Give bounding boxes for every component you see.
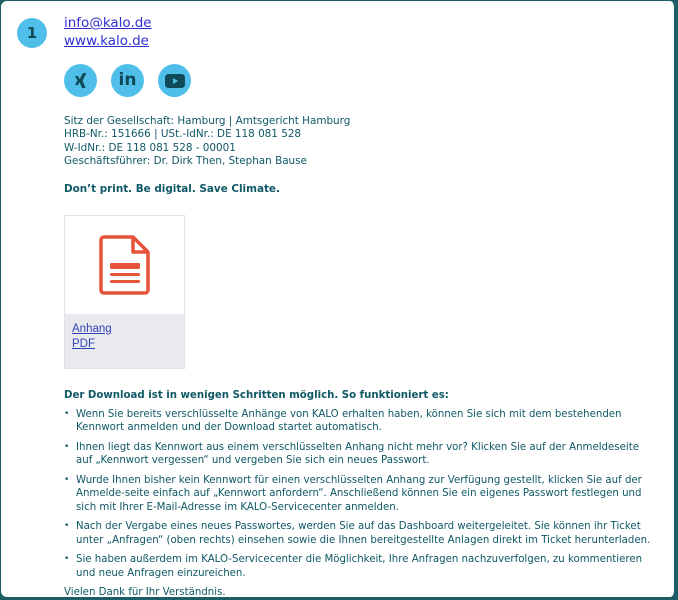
legal-line-widnr: W-IdNr.: DE 118 081 528 - 00001 <box>64 141 236 154</box>
signature-content <box>64 14 654 600</box>
attachment-type-link[interactable]: PDF <box>72 337 95 350</box>
legal-line-hrb: HRB-Nr.: 151666 | USt.-IdNr.: DE 118 081 528 <box>64 128 302 141</box>
list-item: • Ihnen liegt das Kennwort aus einem verschlüsselten Anhang nicht mehr vor? Klicken Sie auf der Anmeldeseite auf „Kennwort vergessen“ und vergeben Sie sich ein neues Passwort. <box>64 441 654 468</box>
attachment-footer <box>65 314 184 368</box>
closing-text: Vielen Dank für Ihr Verständnis. <box>64 587 226 599</box>
instructions-heading: Der Download ist in wenigen Schritten möglich. So funktioniert es: <box>64 390 449 402</box>
xing-icon <box>73 72 89 90</box>
climate-claim: Don’t print. Be digital. Save Climate. <box>64 183 280 196</box>
linkedin-button[interactable] <box>111 64 144 97</box>
legal-line-seat: Sitz der Gesellschaft: Hamburg | Amtsgericht Hamburg <box>64 115 351 127</box>
xing-button[interactable] <box>64 64 97 97</box>
legal-info <box>64 115 654 168</box>
step-badge: 1 <box>17 18 47 48</box>
attachment-card[interactable] <box>64 215 185 369</box>
attachment-preview <box>65 216 184 314</box>
attachment-name-link[interactable]: Anhang <box>72 323 112 336</box>
list-item: • Wurde Ihnen bisher kein Kennwort für einen verschlüsselten Anhang zur Verfügung gestellt, klicken Sie auf der Anmelde-seite einfach auf „Kennwort anfordern“. Anschließend können Sie ein eigenes Passwort festlegen und sich mit Ihrer E-Mail-Adresse im KALO-Servicecenter anmelden. <box>64 474 654 515</box>
email-signature-panel <box>1 1 676 597</box>
email-link[interactable]: info@kalo.de <box>64 15 152 31</box>
linkedin-icon: in <box>118 69 137 90</box>
document-icon <box>99 235 151 295</box>
instructions-list <box>64 408 654 581</box>
list-item: • Sie haben außerdem im KALO-Servicecenter die Möglichkeit, Ihre Anfragen nachzuverfolgen, zu kommentieren und neue Anfragen einzureichen. <box>64 553 654 580</box>
youtube-button[interactable] <box>158 64 191 97</box>
social-links <box>64 64 654 97</box>
list-item: • Nach der Vergabe eines neues Passwortes, werden Sie auf das Dashboard weitergeleitet. Sie können ihr Ticket unter „Anfragen“ (oben rechts) einsehen sowie die Ihnen bereitgestellte Anlagen direkt im Ticket herunterladen. <box>64 520 654 547</box>
legal-line-management: Geschäftsführer: Dr. Dirk Then, Stephan Bause <box>64 154 307 167</box>
download-instructions <box>64 389 654 600</box>
website-link[interactable]: www.kalo.de <box>64 33 149 49</box>
youtube-icon <box>165 74 185 88</box>
list-item: • Wenn Sie bereits verschlüsselte Anhänge von KALO erhalten haben, können Sie sich mit dem bestehenden Kennwort anmelden und der Download startet automatisch. <box>64 408 654 435</box>
